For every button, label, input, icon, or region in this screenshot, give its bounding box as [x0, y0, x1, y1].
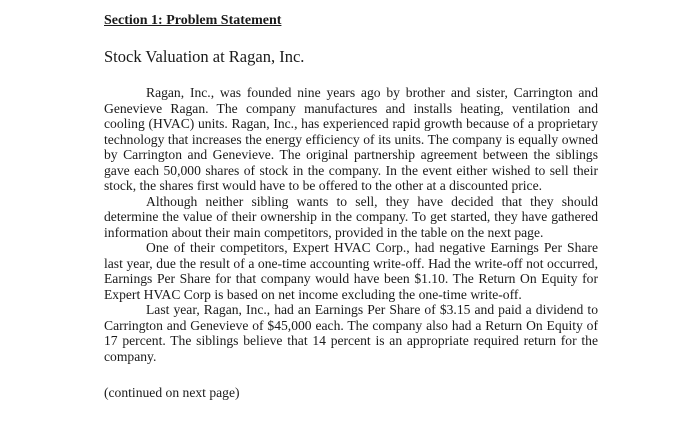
- paragraph-founding: Ragan, Inc., was founded nine years ago by brother and sister, Carrington and Genevieve Ragan. The company manufactures and installs heating, ventilation and cooling (HVAC) units. Ragan, Inc., has experienced rapid growth because of a proprietary technology that increases the energy efficiency of its units. The company is equally owned by Carrington and Genevieve. The original partnership agreement between the siblings gave each 50,000 shares of stock in the company. In the event either wished to sell their stock, the shares first would have to be offered to the other at a discounted price.: [104, 85, 598, 193]
- continued-note: (continued on next page): [104, 385, 240, 400]
- document-page: [104, 12, 598, 401]
- paragraph-competitor: One of their competitors, Expert HVAC Corp., had negative Earnings Per Share last year, due the result of a one-time accounting write-off. Had the write-off not occurred, Earnings Per Share for that company would have been $1.10. The Return On Equity for Expert HVAC Corp is based on net income excluding the one-time write-off.: [104, 240, 598, 302]
- section-heading: Section 1: Problem Statement: [104, 13, 282, 28]
- paragraph-ragan-financials: Last year, Ragan, Inc., had an Earnings Per Share of $3.15 and paid a dividend to Carrington and Genevieve of $45,000 each. The company also had a Return On Equity of 17 percent. The siblings believe that 14 percent is an appropriate required return for the company.: [104, 302, 598, 364]
- body-text: [104, 85, 598, 364]
- document-title: Stock Valuation at Ragan, Inc.: [104, 47, 305, 66]
- paragraph-valuation-goal: Although neither sibling wants to sell, they have decided that they should determine the value of their ownership in the company. To get started, they have gathered information about their main competitors, provided in the table on the next page.: [104, 193, 598, 240]
